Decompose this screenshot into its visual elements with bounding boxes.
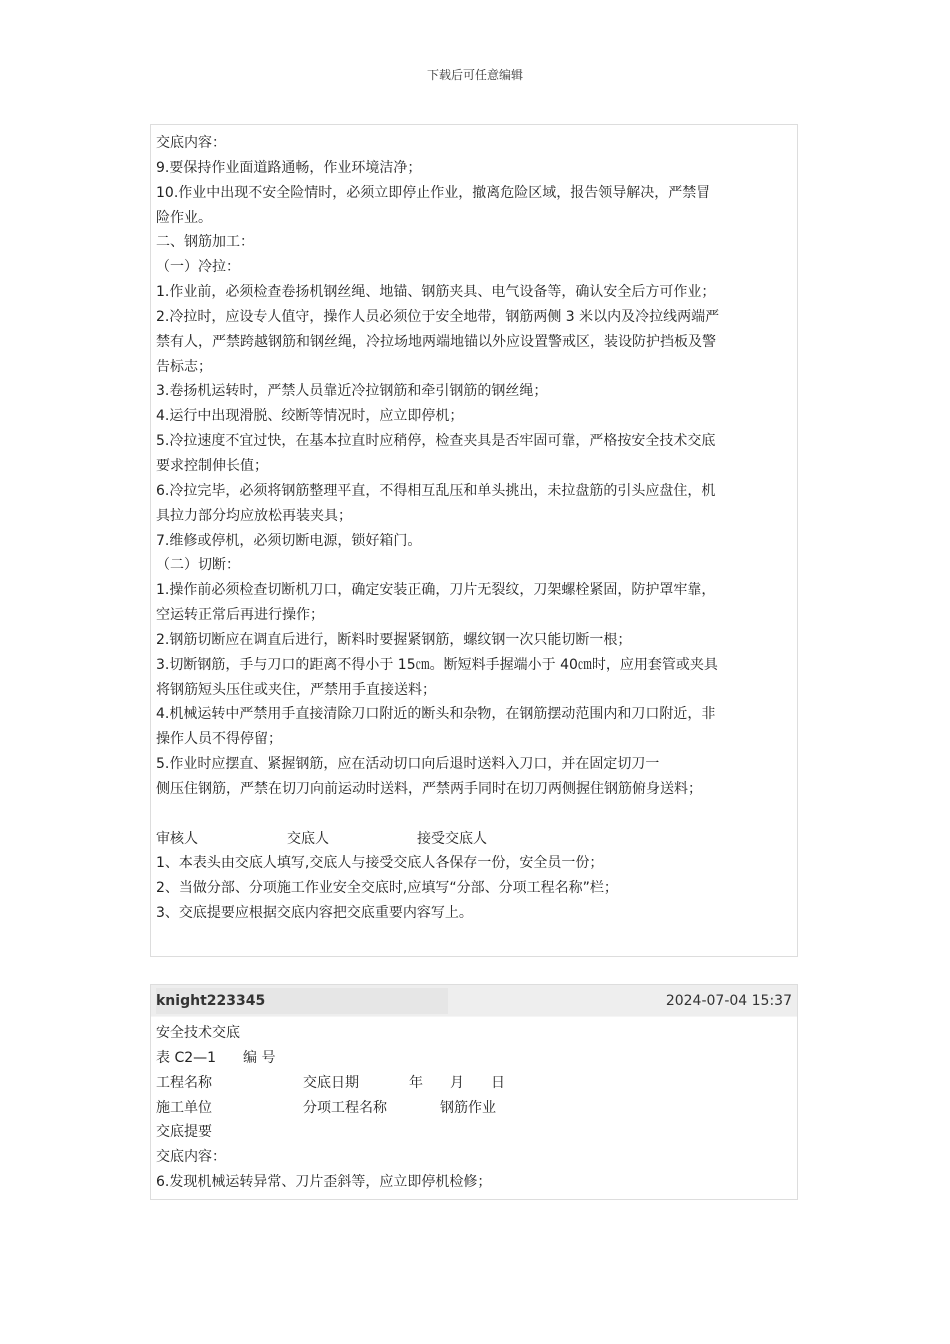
project-name-label: 工程名称 — [156, 1074, 212, 1091]
content-line: 7.维修或停机，必须切断电源，锁好箱门。 — [156, 532, 422, 549]
content-line: 1.操作前必须检查切断机刀口，确定安装正确，刀片无裂纹，刀架螺栓紧固，防护罩牢靠， — [156, 582, 716, 599]
content-line: 6.冷拉完毕，必须将钢筋整理平直，不得相互乱压和单头挑出，未拉盘筋的引头应盘住，机 — [156, 482, 716, 499]
content-line: 空运转正常后再进行操作； — [156, 607, 324, 624]
number-label: 编 号 — [243, 1049, 276, 1066]
content-line: （二）切断： — [156, 557, 240, 574]
date-label: 交底日期 — [303, 1074, 359, 1091]
form-code-row — [156, 1046, 792, 1071]
month-label: 月 — [450, 1074, 464, 1091]
content-line: 5.冷拉速度不宜过快，在基本拉直时应稍停，检查夹具是否牢固可靠，严格按安全技术交底 — [156, 433, 716, 450]
signature-presenter: 交底人 — [287, 830, 329, 847]
day-label: 日 — [491, 1074, 505, 1091]
content-line: 10.作业中出现不安全险情时，必须立即停止作业，撤离危险区域，报告领导解决，严禁冒 — [156, 184, 711, 201]
content-box — [150, 124, 798, 957]
content-line: 1.作业前，必须检查卷扬机钢丝绳、地锚、钢筋夹具、电气设备等，确认安全后方可作业； — [156, 284, 716, 301]
signature-receiver: 接受交底人 — [417, 830, 487, 847]
content-lines — [156, 131, 791, 802]
post-title: 安全技术交底 — [156, 1025, 240, 1041]
content-line: 禁有人，严禁跨越钢筋和钢丝绳，冷拉场地两端地锚以外应设置警戒区，装设防护挡板及警 — [156, 333, 716, 350]
content-line: 操作人员不得停留； — [156, 731, 282, 748]
content-line: 交底内容： — [156, 135, 226, 151]
content-line: 将钢筋短头压住或夹住，严禁用手直接送料； — [156, 681, 436, 698]
content-line: 二、钢筋加工： — [156, 234, 254, 251]
content-line: （一）冷拉： — [156, 259, 240, 276]
note-line: 3、交底提要应根据交底内容把交底重要内容写上。 — [156, 905, 473, 922]
post-box — [150, 984, 798, 1200]
content-line: 4.运行中出现滑脱、绞断等情况时，应立即停机； — [156, 408, 464, 425]
content-line: 险作业。 — [156, 209, 212, 226]
note-line: 2、当做分部、分项施工作业安全交底时,应填写“分部、分项工程名称”栏； — [156, 880, 618, 897]
note-line: 1、本表头由交底人填写,交底人与接受交底人各保存一份，安全员一份； — [156, 855, 604, 872]
content-line: 5.作业时应摆直、紧握钢筋，应在活动切口向后退时送料入刀口，并在固定切刀一 — [156, 756, 660, 773]
content-line: 2.钢筋切断应在调直后进行，断料时要握紧钢筋，螺纹钢一次只能切断一根； — [156, 631, 632, 648]
signature-row — [156, 827, 791, 852]
page-header: 下载后可任意编辑 — [426, 68, 523, 82]
content-line: 侧压住钢筋，严禁在切刀向前运动时送料，严禁两手同时在切刀两侧握住钢筋俯身送料； — [156, 780, 702, 797]
subproject-label: 分项工程名称 — [303, 1099, 387, 1116]
form-code: 表 C2—1 — [156, 1049, 217, 1066]
content-line: 3.切断钢筋，手与刀口的距离不得小于 15㎝。断短料手握端小于 40㎝时，应用套管或夹具 — [156, 656, 718, 673]
content-line: 告标志； — [156, 358, 212, 375]
year-label: 年 — [409, 1074, 423, 1091]
project-row — [156, 1071, 792, 1096]
content-line: 要求控制伸长值； — [156, 457, 268, 474]
post-body — [151, 1017, 797, 1195]
summary-label: 交底提要 — [156, 1124, 212, 1141]
content-label: 交底内容： — [156, 1149, 226, 1166]
content-line: 4.机械运转中严禁用手直接清除刀口附近的断头和杂物，在钢筋摆动范围内和刀口附近，非 — [156, 706, 716, 723]
unit-row — [156, 1096, 792, 1121]
content-line: 具拉力部分均应放松再装夹具； — [156, 507, 352, 524]
post-timestamp: 2024-07-04 15:37 — [665, 992, 792, 1009]
signature-reviewer: 审核人 — [156, 830, 198, 847]
subproject-value: 钢筋作业 — [440, 1099, 496, 1116]
content-line: 9.要保持作业面道路通畅，作业环境洁净； — [156, 159, 422, 176]
blank-line — [156, 802, 791, 827]
content-line: 6.发现机械运转异常、刀片歪斜等，应立即停机检修； — [156, 1174, 492, 1191]
content-line: 2.冷拉时，应设专人值守，操作人员必须位于安全地带，钢筋两侧 3 米以内及冷拉线两端严 — [156, 308, 720, 325]
post-header — [151, 985, 797, 1017]
post-author[interactable]: knight223345 — [156, 988, 448, 1014]
content-line: 3.卷扬机运转时，严禁人员靠近冷拉钢筋和牵引钢筋的钢丝绳； — [156, 383, 548, 400]
unit-label: 施工单位 — [156, 1099, 212, 1116]
